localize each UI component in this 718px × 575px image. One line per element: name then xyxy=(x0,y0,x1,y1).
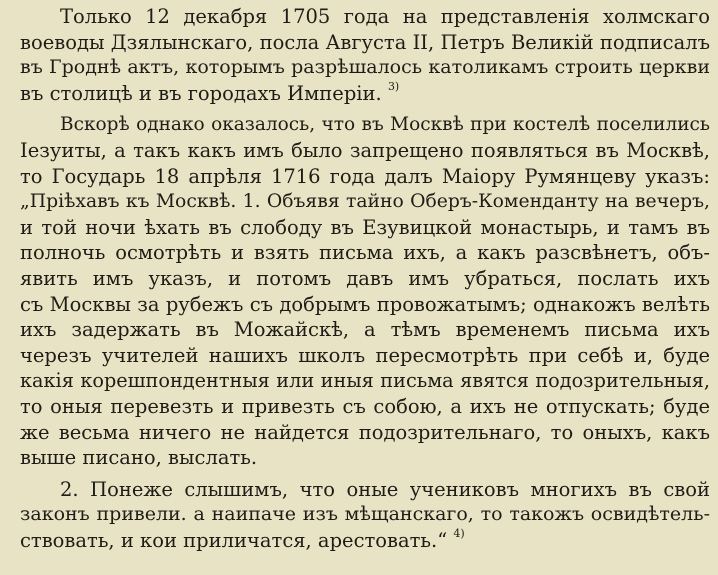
text-line: ихъ задержать въ Можайскѣ, а тѣмъ временемъ письма ихъ xyxy=(20,318,710,342)
paragraph-3 xyxy=(20,477,710,554)
text-line: полночь осмотрѣть и взять письма ихъ, а какъ разсвѣнетъ, объ- xyxy=(20,241,710,265)
text-line: Только 12 декабря 1705 года на представленія холмскаго xyxy=(60,5,710,28)
text-line: „Пріѣхавъ къ Москвѣ. 1. Объявя тайно Оберъ-Коменданту на вечеръ, xyxy=(20,191,710,213)
text-line: и той ночи ѣхать въ слободу въ Езувицкой монастырь, и тамъ въ xyxy=(20,215,710,239)
footnote-marker: 3) xyxy=(387,80,400,94)
text-line: ствовать, и кои приличатся, арестовать.“ xyxy=(20,528,448,552)
text-line: черезъ учителей нашихъ школъ пересмотрѣть при себѣ и, буде xyxy=(20,343,710,367)
text-line: въ Гроднѣ актъ, которымъ разрѣшалось католикамъ строить церкви xyxy=(20,56,710,79)
text-line: Вскорѣ однако оказалось, что въ Москвѣ при костелѣ поселились xyxy=(60,114,710,136)
text-line: же весьма ничего не найдется подозрительнаго, то оныхъ, какъ xyxy=(20,420,710,444)
text-line: выше писано, выслать. xyxy=(20,446,258,470)
text-line: какія корешпондентныя или иныя письма явятся подозрительныя, xyxy=(20,369,710,393)
text-line-with-footnote xyxy=(20,81,710,107)
text-line: то оныя перевезть и привезть съ собою, а ихъ не отпускать; буде xyxy=(20,394,710,418)
text-line: въ столицѣ и въ городахъ Имперіи. xyxy=(20,81,382,105)
paragraph-2 xyxy=(20,112,710,470)
text-line: законъ привели. а наипаче изъ мѣщанскаго, то такожъ освидѣтель- xyxy=(20,503,710,526)
text-line: то Государь 18 апрѣля 1716 года далъ Маіору Румянцеву указъ: xyxy=(20,164,710,188)
paragraph-1 xyxy=(20,4,710,106)
text-line: Іезуиты, а такъ какъ имъ было запрещено появляться въ Москвѣ, xyxy=(20,138,710,162)
text-line: воеводы Дзялынскаго, посла Августа II, Петръ Великій подписалъ xyxy=(20,30,710,54)
text-line: 2. Понеже слышимъ, что оные учениковъ многихъ въ свой xyxy=(60,477,710,501)
text-line-with-footnote xyxy=(20,528,710,554)
text-line: съ Москвы за рубежъ съ добрымъ провожатымъ; однакожъ велѣть xyxy=(20,292,710,316)
text-line: явить имъ указъ, и потомъ давъ имъ убраться, послать ихъ xyxy=(20,266,710,290)
footnote-marker: 4) xyxy=(453,527,465,541)
